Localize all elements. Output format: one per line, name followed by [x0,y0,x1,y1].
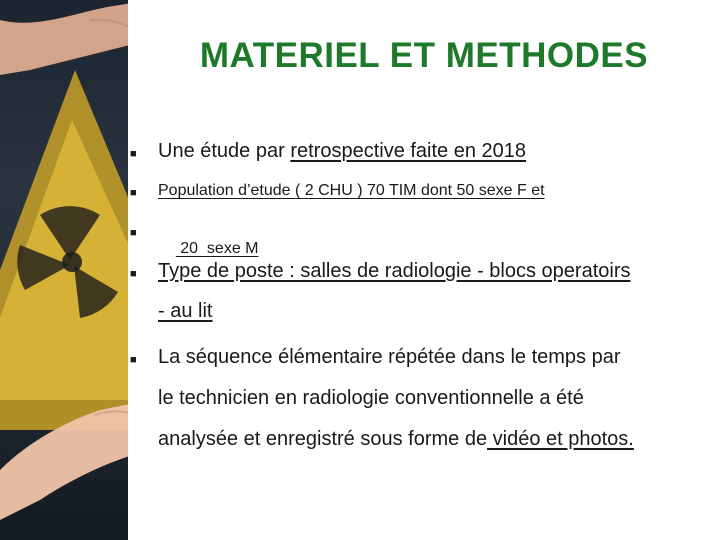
bullet-4-continuation-underlined: - au lit [158,300,213,322]
square-bullet-icon: ■ [130,227,137,239]
bullet-2-text [158,182,545,200]
bullet-4-text [158,260,631,283]
bullet-2-underlined: Population d’etude ( 2 CHU ) 70 TIM dont 50 sexe F et [158,182,545,199]
slide-title: MATERIEL ET METHODES [199,36,649,75]
bullet-1-plain: Une étude par [158,140,291,162]
bullet-5-line-1: La séquence élémentaire répétée dans le temps par [158,346,621,368]
bullet-1-underlined: retrospective faite en 2018 [290,140,527,162]
bullet-1-text [158,140,526,163]
square-bullet-icon: ■ [130,268,137,280]
bullet-5-line-3 [158,428,634,451]
square-bullet-icon: ■ [130,187,137,199]
square-bullet-icon: ■ [130,354,137,366]
bullet-5-line-2: le technicien en radiologie conventionnelle a été [158,387,584,409]
bullet-4-continuation [158,300,212,323]
bullet-4-underlined: Type de poste : salles de radiologie - blocs operatoirs [158,260,631,282]
bullet-5-last-plain: analysée et enregistré sous forme de [158,428,488,450]
square-bullet-icon: ■ [130,148,137,160]
bullet-5-last-underlined: vidéo et photos. [487,428,634,450]
bullet-3-underlined: 20 sexe M [175,240,259,257]
